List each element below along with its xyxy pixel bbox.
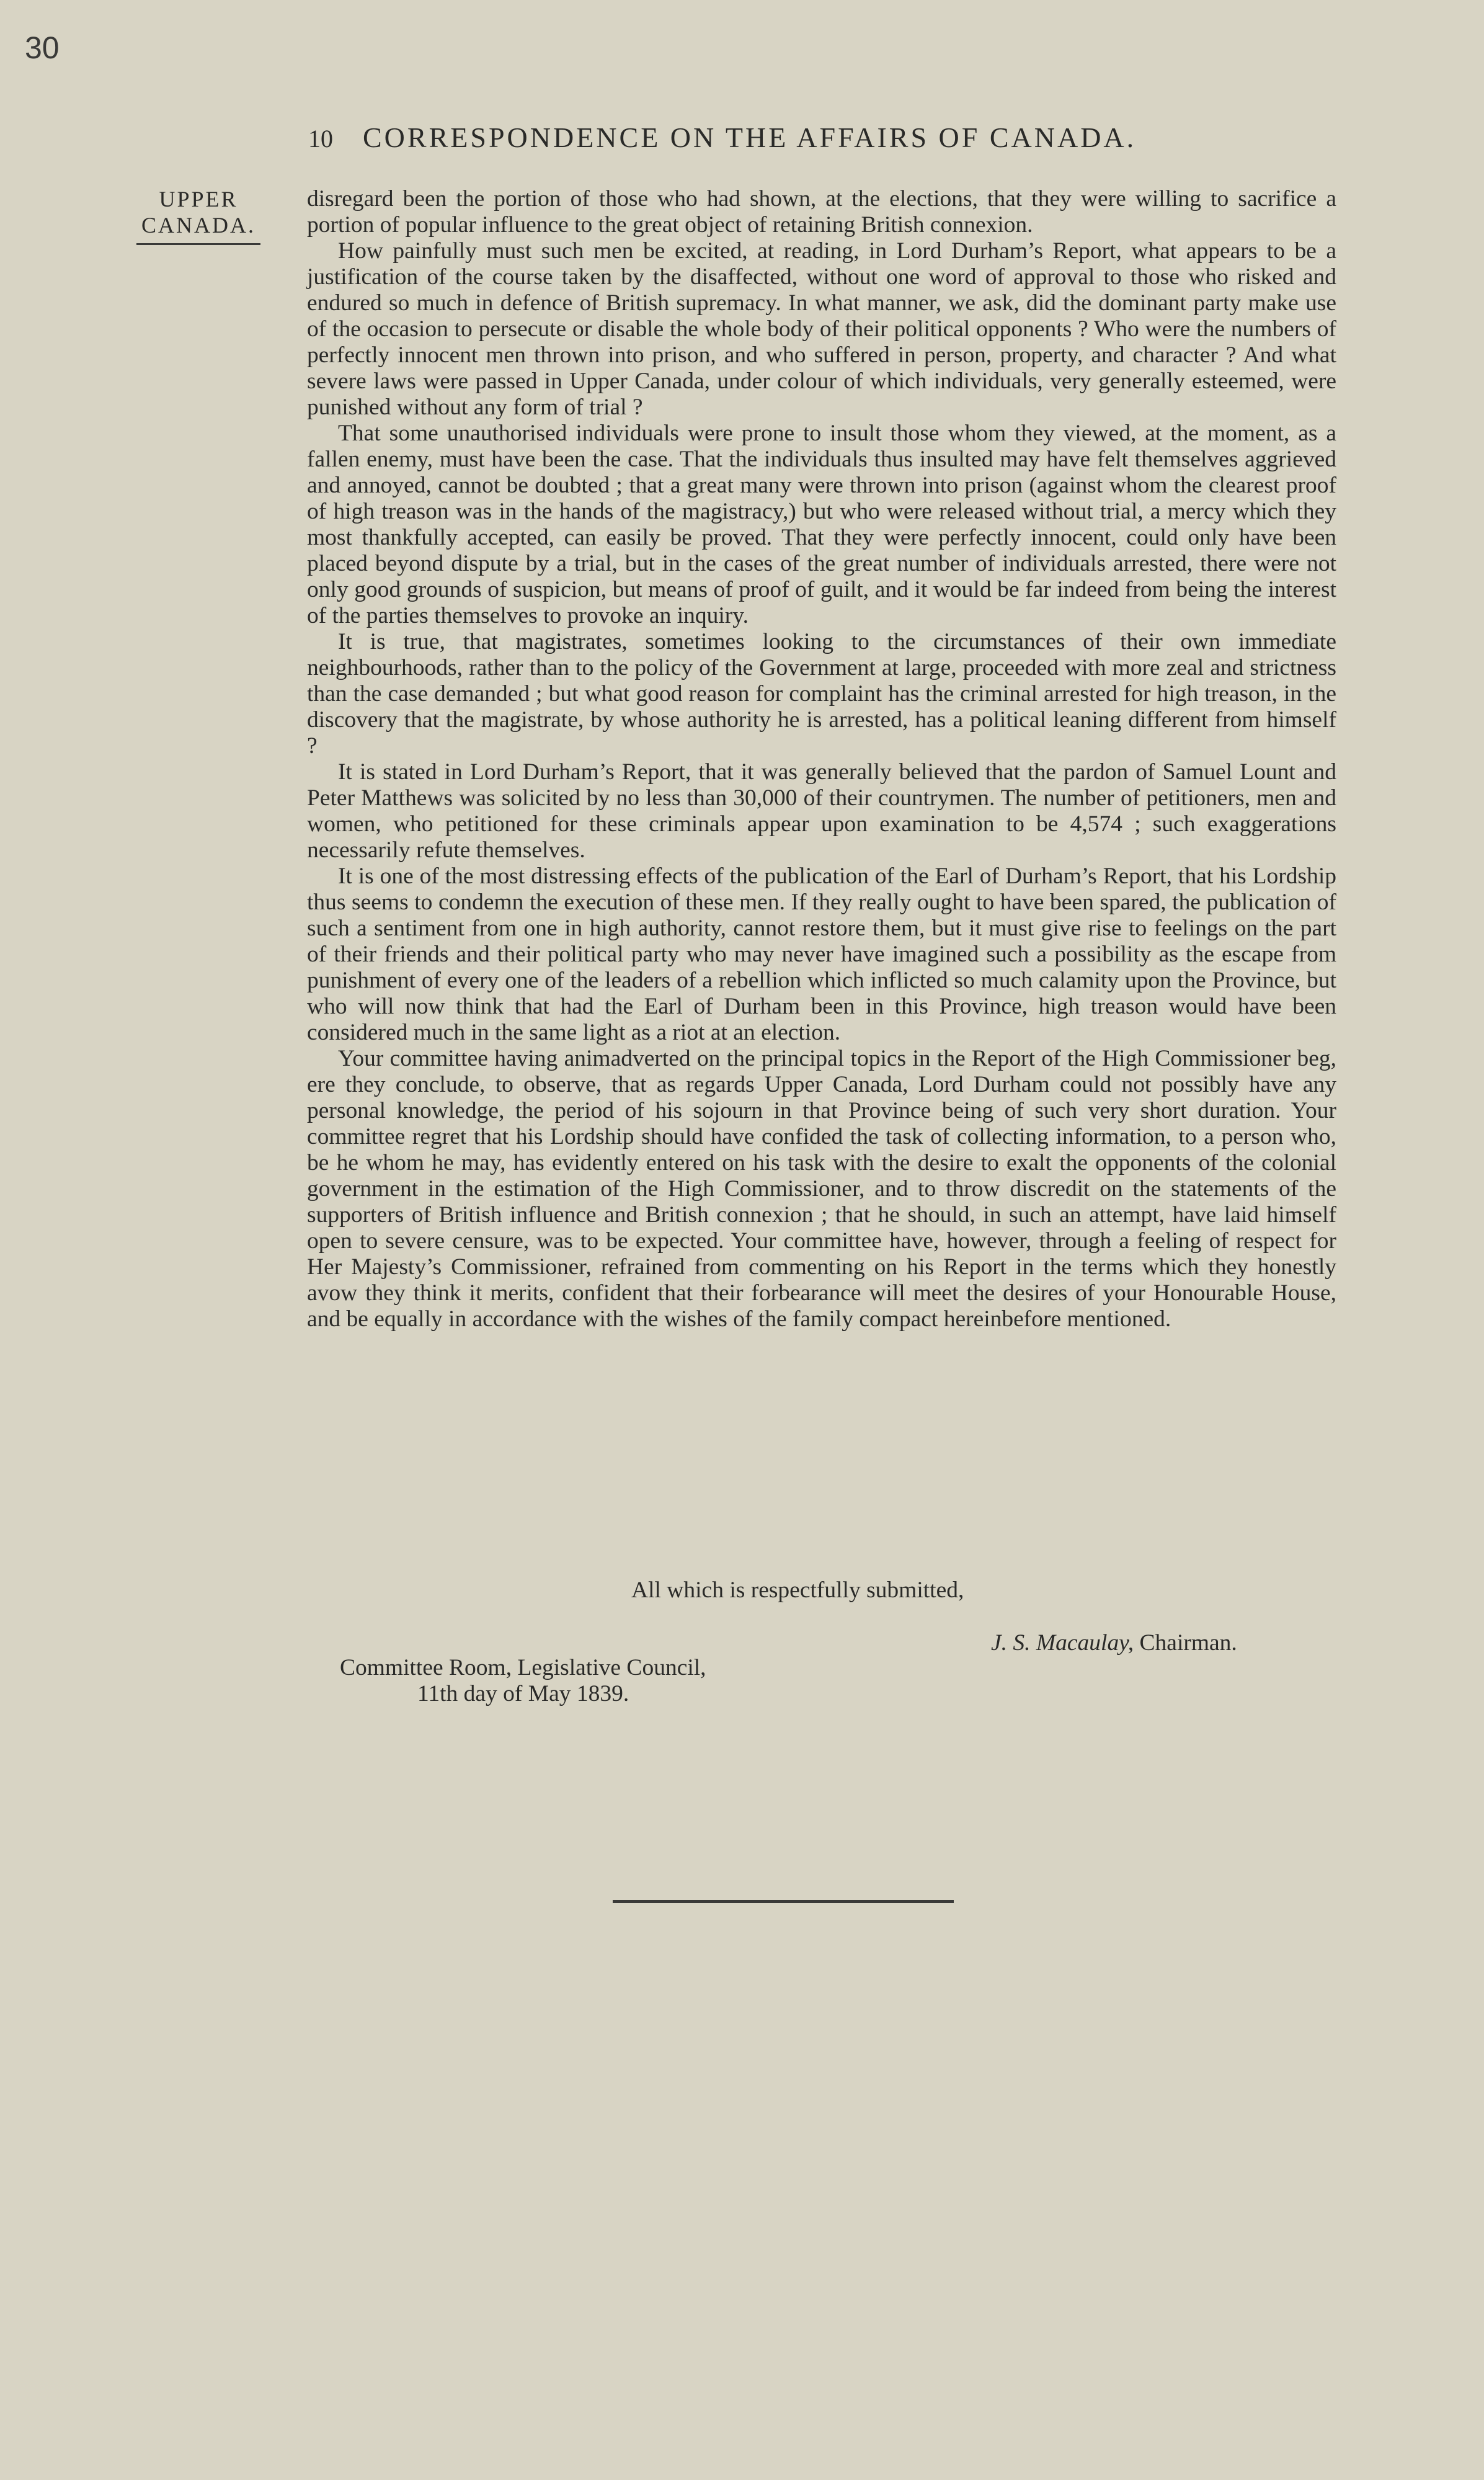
paragraph: That some unauthorised individuals were prone to insult those whom they viewed, at the moment, as a fallen enemy, must have been the case. That the individuals thus insulted may have felt themselves aggrieved and annoyed, cannot be doubted ; that a great many were thrown into prison (against whom the clearest proof of high treason was in the hands of the magistracy,) but who were released without trial, a mercy which they most thankfully accepted, can easily be proved. That they were perfectly innocent, could only have been placed beyond dispute by a trial, but in the cases of the great number of individuals arrested, there were not only good grounds of suspicion, but means of proof of guilt, and it would be far indeed from being the interest of the parties themselves to provoke an inquiry. <box>307 421 1336 628</box>
scan-page-number: 30 <box>25 30 60 65</box>
signatory-name: J. S. Macaulay, <box>991 1630 1134 1656</box>
signatory-title: Chairman. <box>1134 1630 1237 1656</box>
margin-note-line-1: UPPER <box>159 187 238 212</box>
submission-line: All which is respectfully submitted, <box>631 1577 964 1603</box>
margin-note-line-2: CANADA. <box>141 213 255 238</box>
paragraph: How painfully must such men be excited, at reading, in Lord Durham’s Report, what appears to be a justification of the course taken by the disaffected, without one word of approval to those who risked and endured so much in defence of British supremacy. In what manner, we ask, did the dominant party make use of the occasion to persecute or disable the whole body of their political opponents ? Who were the numbers of perfectly innocent men thrown into prison, and who suffered in person, property, and character ? And what severe laws were passed in Upper Canada, under colour of which individuals, very generally esteemed, were punished without any form of trial ? <box>307 238 1336 420</box>
folio-number: 10 <box>308 125 333 153</box>
running-header <box>308 121 1400 154</box>
margin-note <box>130 186 267 245</box>
paragraph: It is one of the most distressing effects of the publication of the Earl of Durham’s Report, that his Lordship thus seems to condemn the execution of these men. If they really ought to have been spared, the publication of such a sentiment from one in high authority, cannot restore them, but it must give rise to feelings on the part of their friends and their political party who may never have imagined such a possibility as the escape from punishment of every one of the leaders of a rebellion which inflicted so much calamity upon the Province, but who will now think that had the Earl of Durham been in this Province, high treason would have been considered much in the same light as a riot at an election. <box>307 863 1336 1045</box>
paragraph: Your committee having animadverted on the principal topics in the Report of the High Commissioner beg, ere they conclude, to observe, that as regards Upper Canada, Lord Durham could not possibly have any personal knowledge, the period of his sojourn in that Province being of such very short duration. Your committee regret that his Lordship should have confided the task of collecting information, to a person who, be he whom he may, has evidently entered on his task with the desire to exalt the opponents of the colonial government in the estimation of the High Commissioner, and to throw discredit on the statements of the supporters of British influence and British connexion ; that he should, in such an attempt, have laid himself open to severe censure, was to be expected. Your committee have, however, through a feeling of respect for Her Majesty’s Commissioner, refrained from commenting on his Report in the terms which they honestly avow they think it merits, confident that their forbearance will meet the desires of your Honourable House, and be equally in accordance with the wishes of the family compact hereinbefore mentioned. <box>307 1046 1336 1332</box>
paragraph: It is true, that magistrates, sometimes looking to the circumstances of their own immediate neighbourhoods, rather than to the policy of the Government at large, proceeded with more zeal and strictness than the case demanded ; but what good reason for complaint has the criminal arrested for high treason, in the discovery that the magistrate, by whose authority he is arrested, has a political leaning different from himself ? <box>307 629 1336 759</box>
running-title: CORRESPONDENCE ON THE AFFAIRS OF CANADA. <box>363 122 1137 153</box>
end-rule <box>613 1900 954 1903</box>
signature <box>991 1630 1237 1656</box>
paragraph-continued: disregard been the portion of those who had shown, at the elections, that they were willing to sacrifice a portion of popular influence to the great object of retaining British connexion. <box>307 186 1336 238</box>
margin-note-rule <box>136 243 260 245</box>
paragraph: It is stated in Lord Durham’s Report, that it was generally believed that the pardon of Samuel Lount and Peter Matthews was solicited by no less than 30,000 of their countrymen. The number of petitioners, men and women, who petitioned for these criminals appear upon examination to be 4,574 ; such exaggerations necessarily refute themselves. <box>307 759 1336 863</box>
place-line: Committee Room, Legislative Council, <box>340 1655 706 1680</box>
body-text <box>307 186 1336 1332</box>
date-line: 11th day of May 1839. <box>417 1681 629 1706</box>
